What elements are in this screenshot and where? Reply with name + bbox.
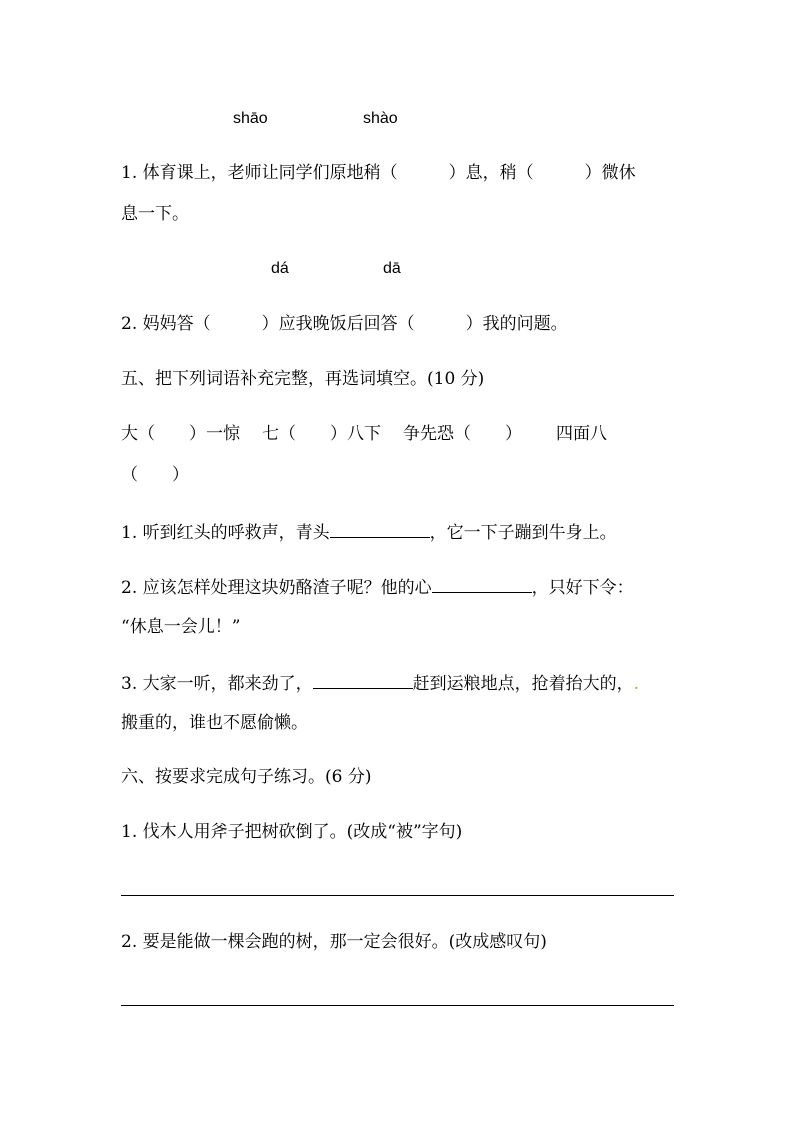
- q6-answer-line-1[interactable]: [121, 895, 674, 896]
- idiom-4: 四面八: [556, 424, 607, 444]
- q5-sentence-3-continued: 搬重的，谁也不愿偷懒。: [121, 713, 308, 733]
- idiom-2: 七（ ）八下: [262, 424, 381, 444]
- q5-s3-part-b: 赶到运粮地点，抢着抬大的，: [412, 674, 634, 694]
- q5-s3-blank[interactable]: [313, 670, 413, 689]
- q5-sentence-1: [121, 519, 617, 545]
- q5-idiom-row: [121, 422, 607, 446]
- q5-s1-blank[interactable]: [330, 519, 430, 538]
- q4-sentence-2: 2. 妈妈答（ ）应我晚饭后回答（ ）我的问题。: [121, 314, 568, 334]
- pinyin-shao1: shāo: [233, 110, 268, 127]
- q5-s1-part-b: ，它一下子蹦到牛身上。: [429, 523, 617, 543]
- idiom-4-continued: （ ）: [121, 465, 189, 485]
- pinyin-shao4: shào: [363, 110, 398, 127]
- q5-heading: 五、把下列词语补充完整，再选词填空。(10 分): [121, 369, 485, 389]
- q5-s3-part-a: 3. 大家一听，都来劲了，: [121, 674, 313, 694]
- q6-sentence-1: 1. 伐木人用斧子把树砍倒了。(改成“被”字句): [121, 822, 463, 842]
- q6-heading: 六、按要求完成句子练习。(6 分): [121, 767, 372, 787]
- q5-s2-part-b: ，只好下令：: [531, 578, 634, 598]
- idiom-3: 争先恐（ ）: [403, 424, 522, 444]
- idiom-1: 大（ ）一惊: [121, 424, 240, 444]
- stray-mark: .: [633, 674, 640, 694]
- q5-sentence-2: [121, 574, 634, 600]
- q5-s2-part-a: 2. 应该怎样处理这块奶酪渣子呢？他的心: [121, 578, 432, 598]
- pinyin-da2: dá: [271, 260, 289, 277]
- q5-s1-part-a: 1. 听到红头的呼救声，青头: [121, 523, 330, 543]
- q5-sentence-3: [121, 670, 639, 696]
- pinyin-da1: dā: [383, 260, 401, 277]
- q5-sentence-2-continued: “休息一会儿！”: [121, 617, 241, 637]
- q4-sentence-1-continued: 息一下。: [121, 204, 189, 224]
- q5-s2-blank[interactable]: [432, 574, 532, 593]
- q6-sentence-2: 2. 要是能做一棵会跑的树，那一定会很好。(改成感叹句): [121, 932, 547, 952]
- q6-answer-line-2[interactable]: [121, 1005, 674, 1006]
- q4-sentence-1: 1. 体育课上，老师让同学们原地稍（ ）息，稍（ ）微休: [121, 163, 636, 183]
